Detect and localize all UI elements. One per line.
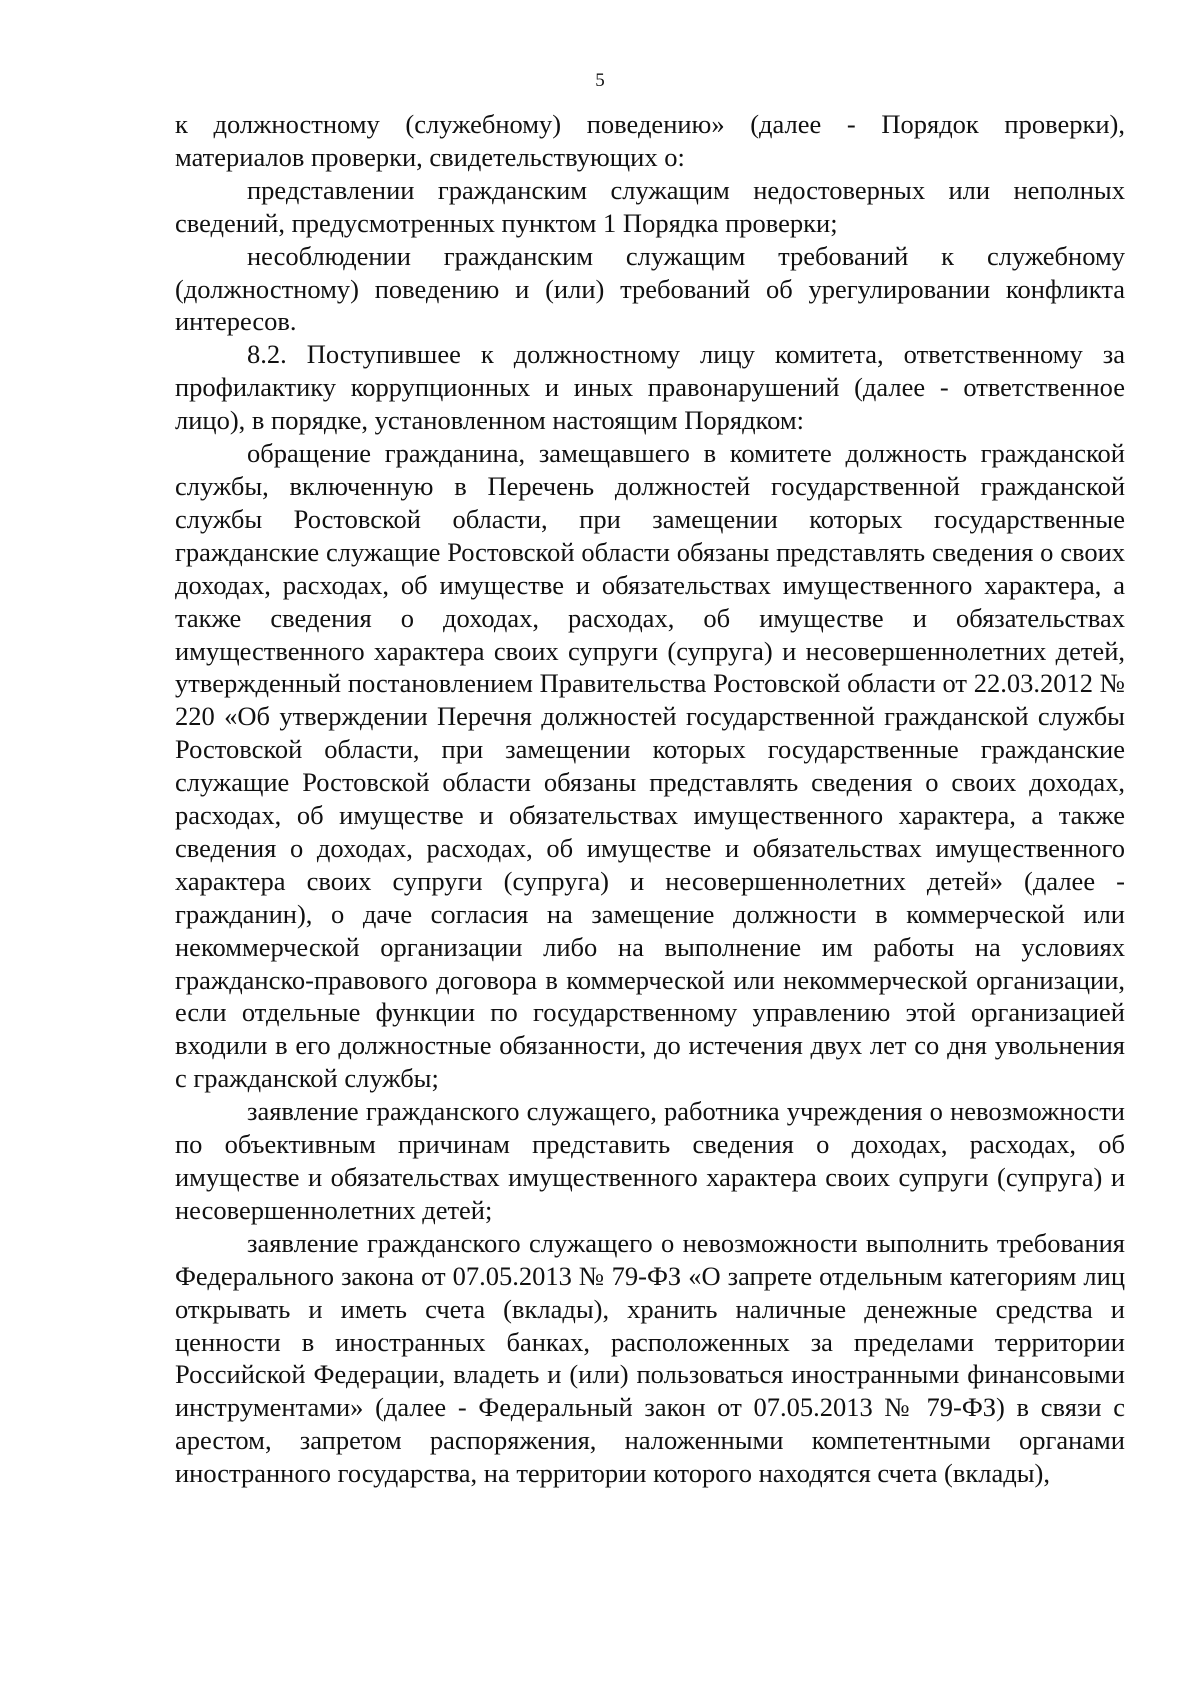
paragraph: заявление гражданского служащего о невозможности выполнить требования Федерального закона от 07.05.2013 № 79-ФЗ «О запрете отдельным категориям лиц открывать и иметь счета (вклады), хранить наличные денежные средства и ценности в иностранных банках, расположенных за пределами территории Российской Федерации, владеть и (или) пользоваться иностранными финансовыми инструментами» (далее - Федеральный закон от 07.05.2013 № 79-ФЗ) в связи с арестом, запретом распоряжения, наложенными компетентными органами иностранного государства, на территории которого находятся счета (вклады), — [175, 1227, 1125, 1489]
paragraph: 8.2. Поступившее к должностному лицу комитета, ответственному за профилактику коррупционных и иных правонарушений (далее - ответственное лицо), в порядке, установленном настоящим Порядком: — [175, 339, 1125, 436]
paragraph: обращение гражданина, замещавшего в комитете должность гражданской службы, включенную в Перечень должностей государственной гражданской службы Ростовской области, при замещении которых государственные гражданские служащие Ростовской области обязаны представлять сведения о своих доходах, расходах, об имуществе и обязательствах имущественного характера, а также сведения о доходах, расходах, об имуществе и обязательствах имущественного характера своих супруги (супруга) и несовершеннолетних детей, утвержденный постановлением Правительства Ростовской области от 22.03.2012 № 220 «Об утверждении Перечня должностей государственной гражданской службы Ростовской области, при замещении которых государственные гражданские служащие Ростовской области обязаны представлять сведения о своих доходах, расходах, об имуществе и обязательствах имущественного характера, а также сведения о доходах, расходах, об имуществе и обязательствах имущественного характера своих супруги (супруга) и несовершеннолетних детей» (далее - гражданин), о даче согласия на замещение должности в коммерческой или некоммерческой организации либо на выполнение им работы на условиях гражданско-правового договора в коммерческой или некоммерческой организации, если отдельные функции по государственному управлению этой организацией входили в его должностные обязанности, до истечения двух лет со дня увольнения с гражданской службы; — [175, 438, 1125, 1094]
paragraph: заявление гражданского служащего, работника учреждения о невозможности по объективным причинам представить сведения о доходах, расходах, об имуществе и обязательствах имущественного характера своих супруги (супруга) и несовершеннолетних детей; — [175, 1096, 1125, 1225]
document-body — [175, 108, 1125, 1490]
paragraph: представлении гражданским служащим недостоверных или неполных сведений, предусмотренных пунктом 1 Порядка проверки; — [175, 174, 1125, 238]
page-number: 5 — [595, 70, 605, 91]
paragraph: несоблюдении гражданским служащим требований к служебному (должностному) поведению и (или) требований об урегулировании конфликта интересов. — [175, 240, 1125, 337]
paragraph: к должностному (служебному) поведению» (далее - Порядок проверки), материалов проверки, свидетельствующих о: — [175, 109, 1125, 172]
